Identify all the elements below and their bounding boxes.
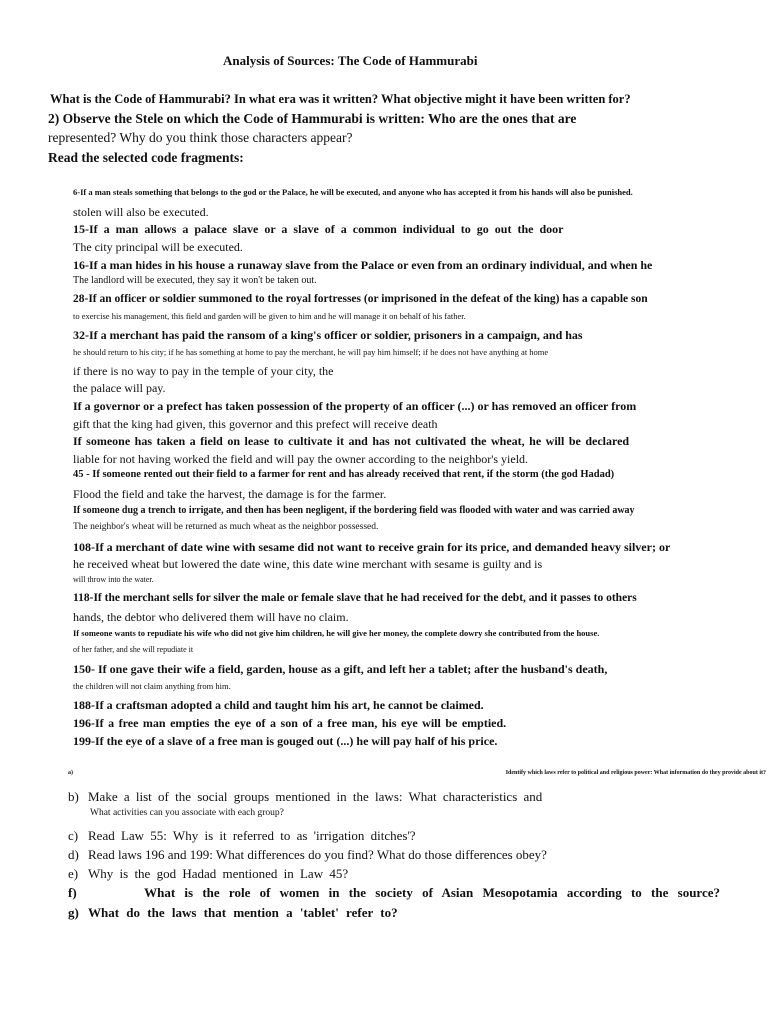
intro-question-2-continued: represented? Why do you think those characters appear? xyxy=(48,130,353,145)
fragment-line: liable for not having worked the field and will pay the owner according to the neighbor's yield. xyxy=(73,452,529,466)
question-g-key: g) xyxy=(68,905,79,920)
question-f xyxy=(68,886,720,899)
fragment-line: to exercise his management, this field and garden will be given to him and he will manage it on behalf of his father. xyxy=(73,311,466,321)
fragment-line: If a governor or a prefect has taken possession of the property of an officer (...) or has removed an officer from xyxy=(73,399,637,413)
intro-read-fragments: Read the selected code fragments: xyxy=(48,150,244,165)
question-c-key: c) xyxy=(68,828,79,843)
question-e xyxy=(68,867,348,880)
fragment-line: 188-If a craftsman adopted a child and taught him his art, he cannot be claimed. xyxy=(73,698,484,712)
fragment-line: If someone wants to repudiate his wife who did not give him children, he will give her money, the complete dowry she contributed from the house. xyxy=(73,628,600,638)
question-c xyxy=(68,829,416,842)
question-e-text: Why is the god Hadad mentioned in Law 45? xyxy=(88,866,349,881)
question-b xyxy=(68,790,542,803)
question-b-text: Make a list of the social groups mentioned in the laws: What characteristics and xyxy=(88,789,543,804)
fragment-line: The landlord will be executed, they say it won't be taken out. xyxy=(73,275,317,286)
fragment-line: 45 - If someone rented out their field to a farmer for rent and has already received that rent, if the storm (the god Hadad) xyxy=(73,469,615,480)
question-d xyxy=(68,848,547,861)
fragment-line: he should return to his city; if he has something at home to pay the merchant, he will pay him himself; if he does not have anything at home xyxy=(73,347,549,357)
fragment-line: of her father, and she will repudiate it xyxy=(73,645,194,654)
question-d-key: d) xyxy=(68,847,79,862)
fragment-line: 6-If a man steals something that belongs to the god or the Palace, he will be executed, and anyone who has accepted it from his hands will also be punished. xyxy=(73,187,633,197)
fragment-line: 28-If an officer or soldier summoned to the royal fortresses (or imprisoned in the defeat of the king) has a capable son xyxy=(73,293,648,305)
fragment-line: 196-If a free man empties the eye of a son of a free man, his eye will be emptied. xyxy=(73,716,507,730)
question-f-key: f) xyxy=(68,885,77,900)
question-b-continued: What activities can you associate with each group? xyxy=(90,808,284,818)
fragment-line: If someone dug a trench to irrigate, and then has been negligent, if the bordering field was flooded with water and was carried away xyxy=(73,505,635,516)
fragment-line: 15-If a man allows a palace slave or a slave of a common individual to go out the door xyxy=(73,222,564,236)
fragment-line: 118-If the merchant sells for silver the male or female slave that he had received for the debt, and it passes to others xyxy=(73,592,637,604)
fragment-line: 108-If a merchant of date wine with sesame did not want to receive grain for its price, and demanded heavy silver; or xyxy=(73,540,671,554)
fragment-line: If someone has taken a field on lease to cultivate it and has not cultivated the wheat, he will be declared xyxy=(73,434,630,448)
fragment-line: 32-If a merchant has paid the ransom of a king's officer or soldier, prisoners in a campaign, and has xyxy=(73,328,583,342)
fragment-line: will throw into the water. xyxy=(73,575,154,584)
question-f-text: What is the role of women in the society of Asian Mesopotamia according to the source? xyxy=(144,885,720,900)
intro-question-1: What is the Code of Hammurabi? In what era was it written? What objective might it have been written for? xyxy=(50,92,631,106)
question-a-text: Identify which laws refer to political and religious power: What information do they provide about it? xyxy=(505,770,766,776)
fragment-line: The neighbor's wheat will be returned as much wheat as the neighbor possessed. xyxy=(73,522,379,532)
question-b-key: b) xyxy=(68,789,79,804)
fragment-line: the children will not claim anything from him. xyxy=(73,681,231,691)
fragment-line: gift that the king had given, this governor and this prefect will receive death xyxy=(73,417,438,431)
question-a-key: a) xyxy=(68,770,73,776)
intro-question-2: 2) Observe the Stele on which the Code of Hammurabi is written: Who are the ones that are xyxy=(48,111,577,126)
question-e-key: e) xyxy=(68,866,79,881)
question-g xyxy=(68,906,398,919)
fragment-line: The city principal will be executed. xyxy=(73,240,243,254)
fragment-line: 150- If one gave their wife a field, garden, house as a gift, and left her a tablet; after the husband's death, xyxy=(73,662,608,676)
fragment-line: the palace will pay. xyxy=(73,381,166,395)
page-title: Analysis of Sources: The Code of Hammurabi xyxy=(223,53,478,68)
fragment-line: stolen will also be executed. xyxy=(73,205,209,219)
fragment-line: 199-If the eye of a slave of a free man is gouged out (...) he will pay half of his price. xyxy=(73,734,498,748)
question-d-text: Read laws 196 and 199: What differences do you find? What do those differences obey? xyxy=(88,847,547,862)
fragment-line: Flood the field and take the harvest, the damage is for the farmer. xyxy=(73,487,387,501)
question-g-text: What do the laws that mention a 'tablet' refer to? xyxy=(88,905,398,920)
fragment-line: if there is no way to pay in the temple of your city, the xyxy=(73,364,334,378)
fragment-line: 16-If a man hides in his house a runaway slave from the Palace or even from an ordinary individual, and when he xyxy=(73,258,653,272)
fragment-line: hands, the debtor who delivered them will have no claim. xyxy=(73,610,349,624)
question-a xyxy=(68,770,766,776)
fragment-line: he received wheat but lowered the date wine, this date wine merchant with sesame is guilty and is xyxy=(73,557,543,571)
question-c-text: Read Law 55: Why is it referred to as 'irrigation ditches'? xyxy=(88,828,416,843)
